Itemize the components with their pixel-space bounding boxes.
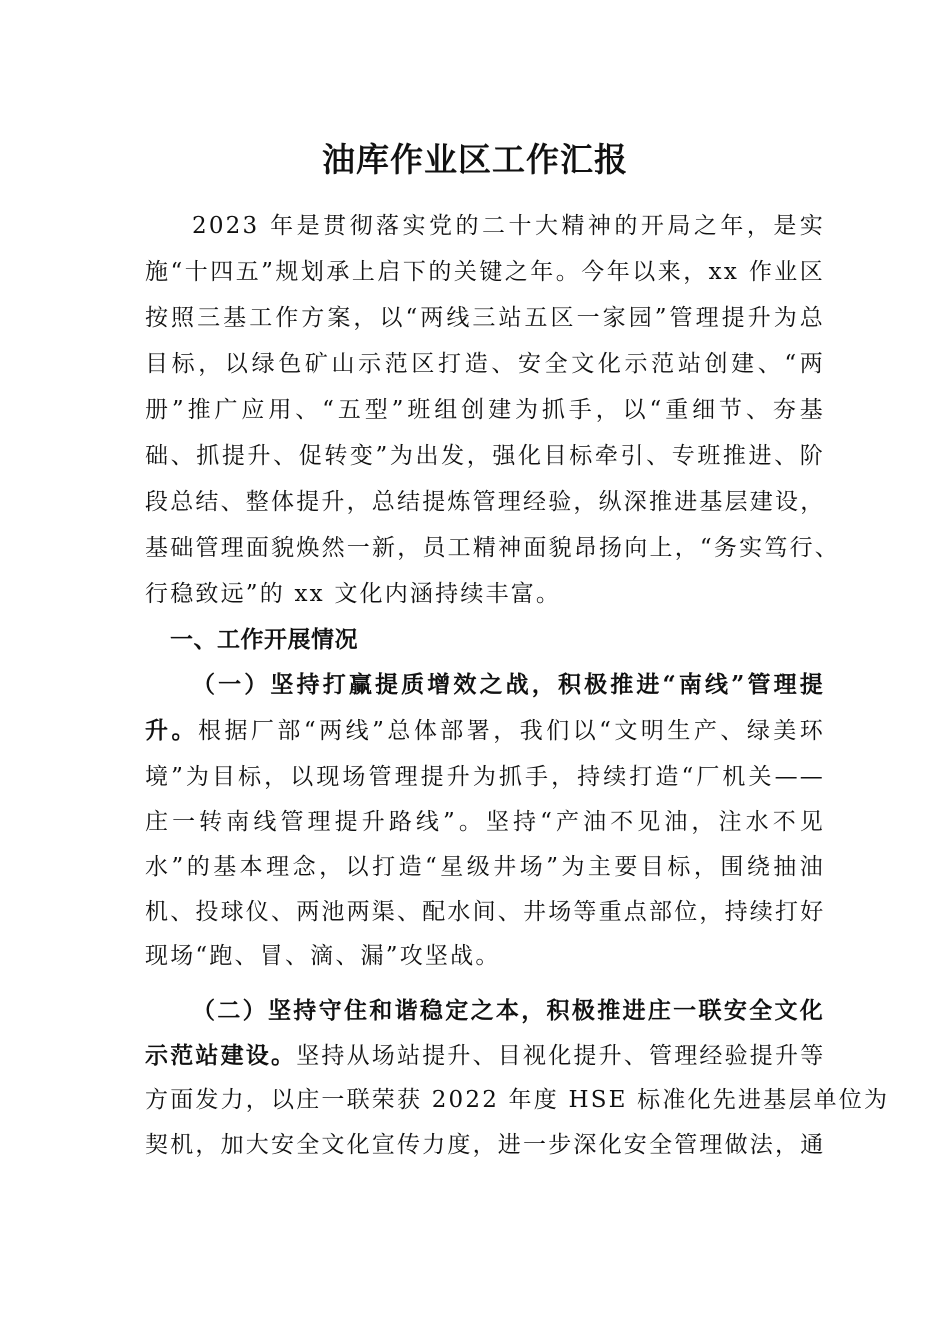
paragraph-line: 施“十四五”规划承上启下的关键之年。今年以来，xx 作业区 — [145, 259, 825, 285]
paragraph-line: 础、抓提升、促转变”为出发，强化目标牵引、专班推进、阶 — [145, 443, 825, 469]
paragraph-text: 根据厂部“两线”总体部署，我们以“文明生产、绿美环 — [197, 718, 825, 744]
paragraph-line: 按照三基工作方案，以“两线三站五区一家园”管理提升为总 — [145, 305, 825, 331]
paragraph-line: 行稳致远”的 xx 文化内涵持续丰富。 — [145, 581, 562, 607]
paragraph-line — [145, 716, 825, 746]
paragraph-line: 境”为目标，以现场管理提升为抓手，持续打造“厂机关—— — [145, 764, 825, 790]
paragraph-line: 目标，以绿色矿山示范区打造、安全文化示范站创建、“两 — [145, 351, 825, 377]
paragraph-line: 方面发力，以庄一联荣获 2022 年度 HSE 标准化先进基层单位为 — [145, 1087, 890, 1113]
paragraph-line: 基础管理面貌焕然一新，员工精神面貌昂扬向上，“务实笃行、 — [145, 535, 840, 561]
subsection-title: （二）坚持守住和谐稳定之本，积极推进庄一联安全文化 — [192, 997, 825, 1024]
subsection-title-end: 示范站建设。 — [145, 1042, 297, 1069]
paragraph-line: 现场“跑、冒、滴、漏”攻坚战。 — [145, 943, 501, 969]
paragraph-line: 契机，加大安全文化宣传力度，进一步深化安全管理做法，通 — [145, 1132, 826, 1158]
paragraph-line: 水”的基本理念，以打造“星级井场”为主要目标，围绕抽油 — [145, 854, 825, 880]
paragraph-line: 机、投球仪、两池两渠、配水间、井场等重点部位，持续打好 — [145, 899, 826, 925]
subsection-title: （一）坚持打赢提质增效之战，积极推进“南线”管理提 — [192, 671, 825, 698]
subsection-title-end: 升。 — [145, 717, 198, 744]
section-heading: 一、工作开展情况 — [170, 627, 358, 653]
paragraph-line: 段总结、整体提升，总结提炼管理经验，纵深推进基层建设， — [145, 489, 826, 515]
paragraph-line: 庄一转南线管理提升路线”。坚持“产油不见油，注水不见 — [145, 809, 825, 835]
paragraph-line: 2023 年是贯彻落实党的二十大精神的开局之年，是实 — [192, 213, 825, 239]
paragraph-text: 坚持从场站提升、目视化提升、管理经验提升等 — [296, 1043, 826, 1069]
paragraph-line — [145, 1041, 825, 1071]
paragraph-line: 册”推广应用、“五型”班组创建为抓手，以“重细节、夯基 — [145, 397, 825, 423]
document-title: 油库作业区工作汇报 — [322, 140, 628, 179]
